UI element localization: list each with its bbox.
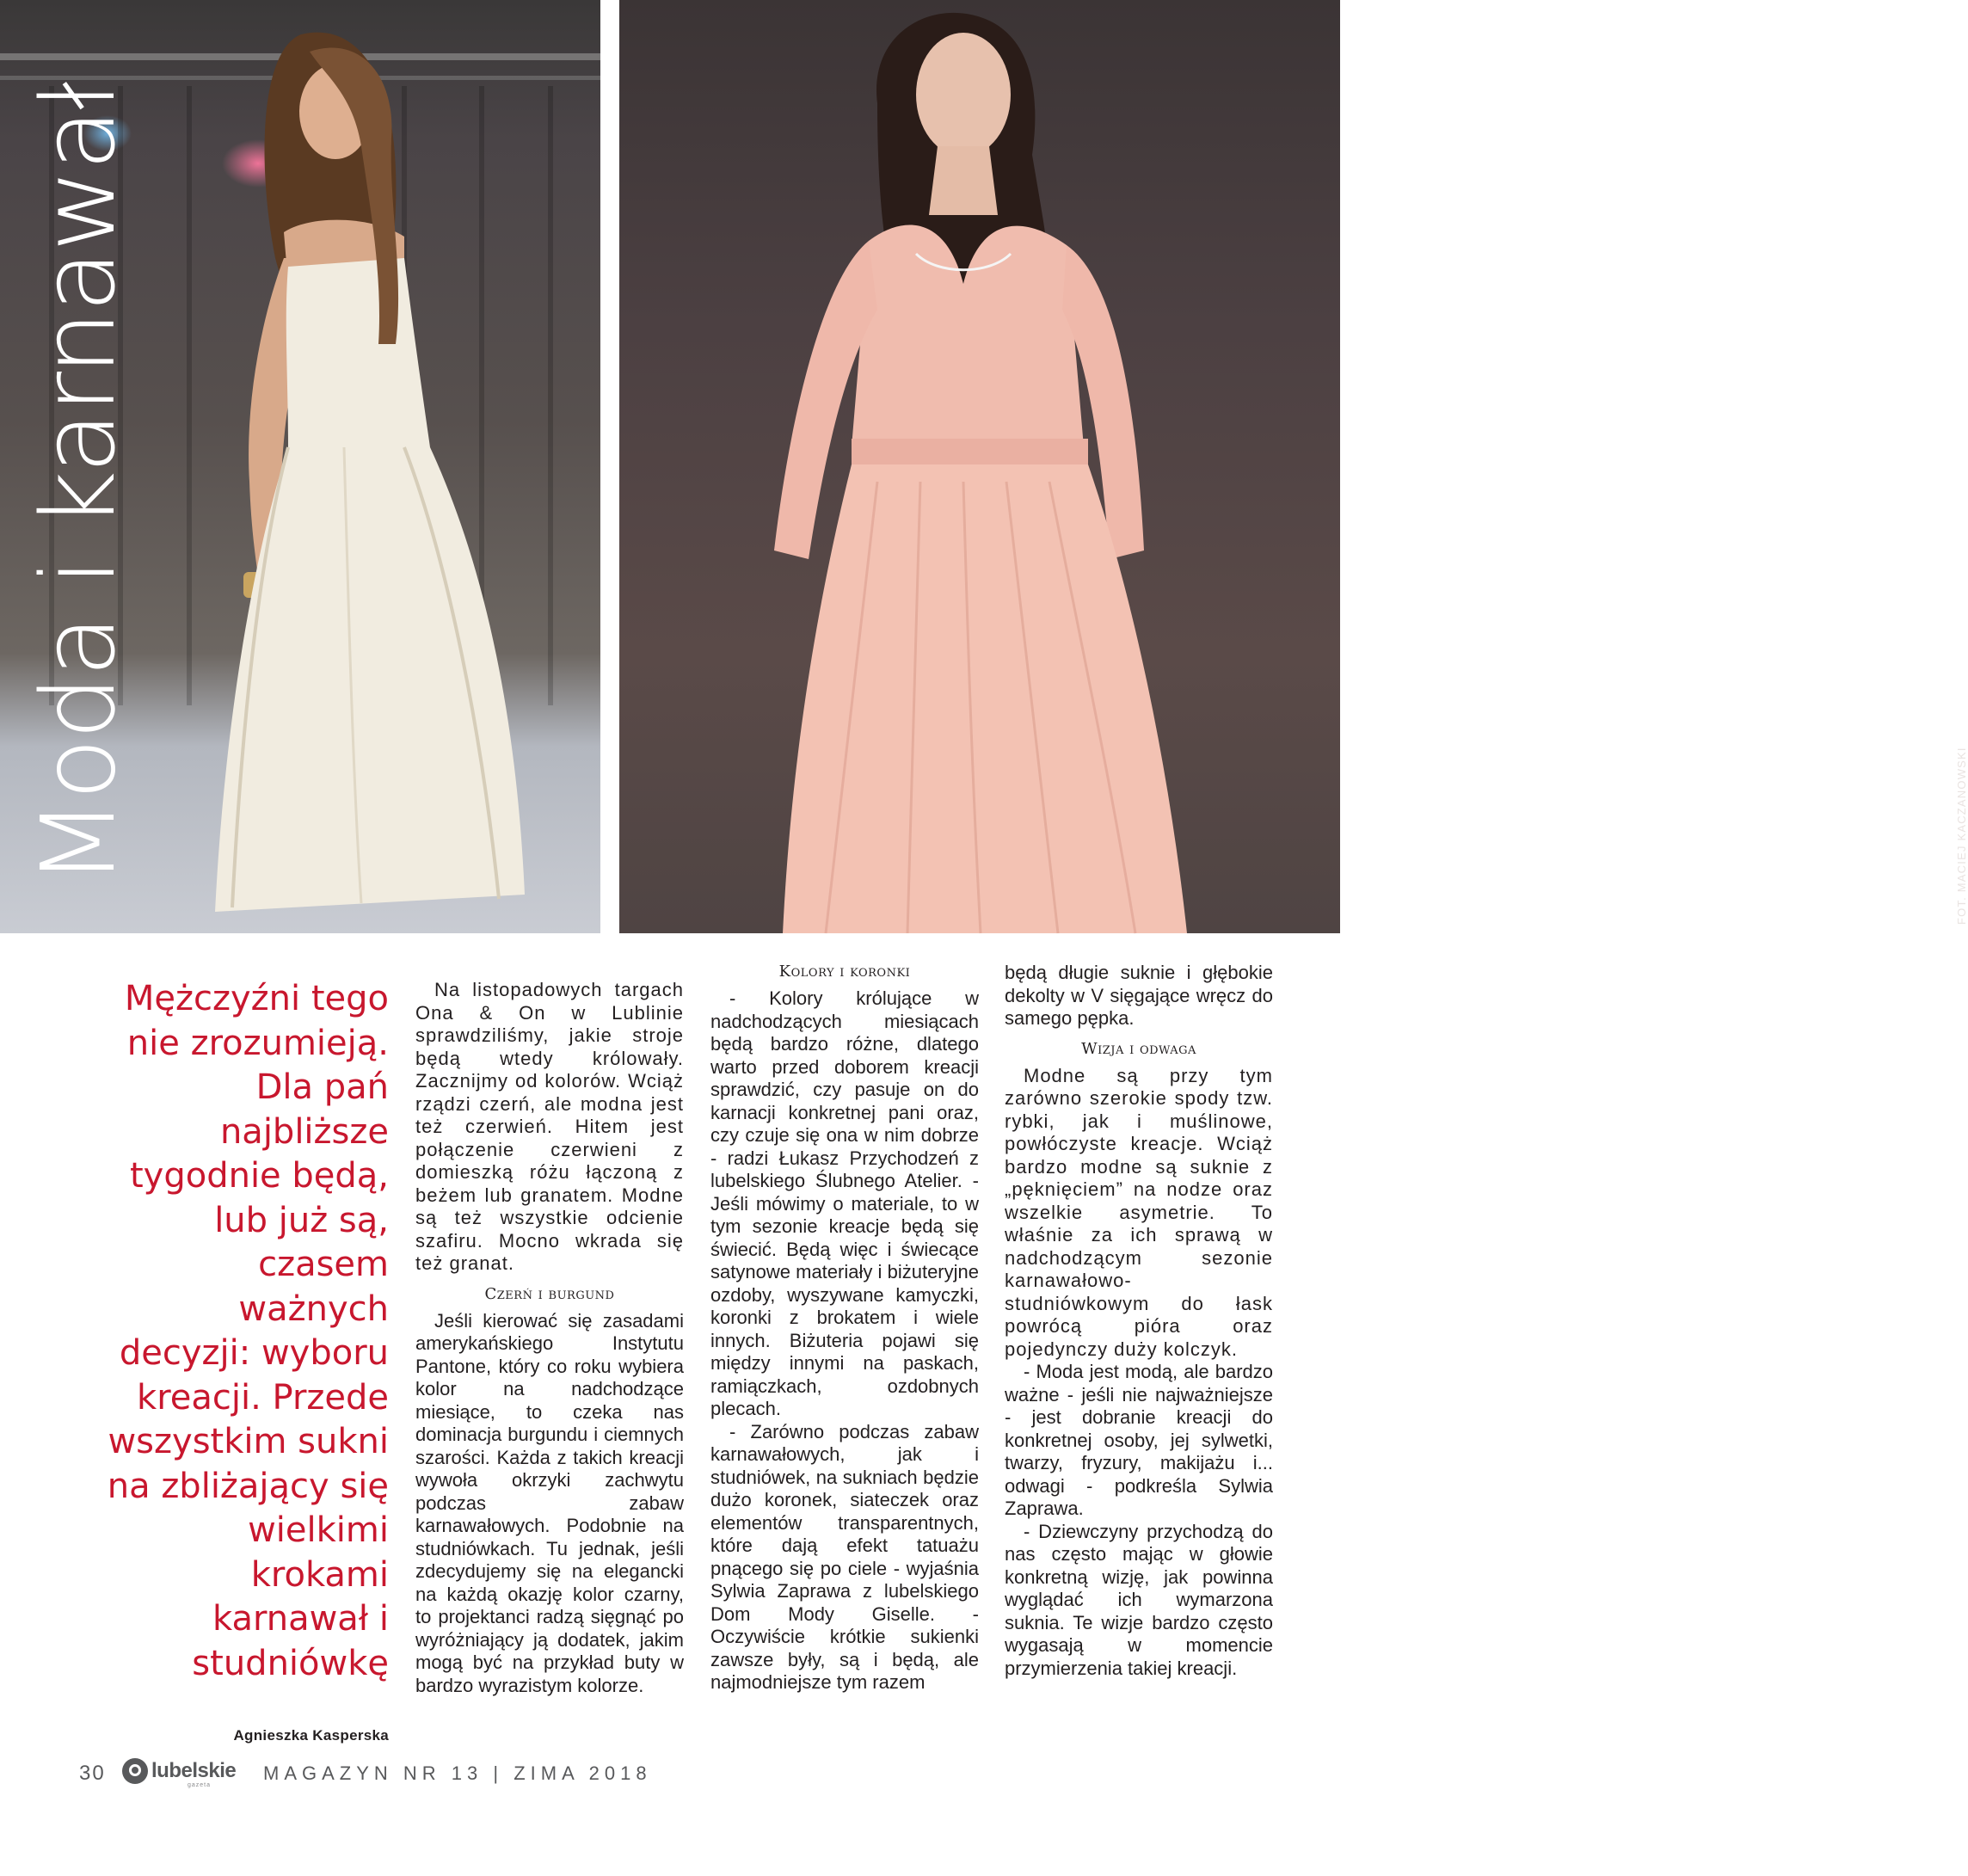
- subheading: Wizja i odwaga: [1081, 1039, 1196, 1058]
- magazine-issue: MAGAZYN NR 13 | ZIMA 2018: [263, 1762, 652, 1784]
- article-column-3: [1005, 962, 1273, 1680]
- article-column-2: [710, 962, 979, 1695]
- paragraph: będą długie suknie i głębokie dekolty w V sięgające wręcz do samego pępka.: [1005, 962, 1273, 1029]
- page-number: 30: [79, 1762, 106, 1785]
- photo-right-illustration: [619, 0, 1340, 933]
- logo-text: lubelskie: [151, 1759, 237, 1782]
- article-column-1: [415, 979, 684, 1697]
- photo-divider: [600, 0, 619, 933]
- paragraph: - Kolory królujące w nadchodzących miesiącach będą bardzo różne, dlatego warto przed doborem kreacji sprawdzić, czy pasuje on do karnacji konkretnej pani oraz, czy czuje się ona w nim dobrze - radzi Łukasz Przychodzeń z lubelskiego Ślubnego Atelier. - Jeśli mówimy o materiale, to w tym sezonie kreacje będą się świecić. Będą więc i świecące satynowe materiały i biżuteryjne ozdoby, wyszywane kamyczki, koronki z brokatem i wiele innych. Biżuteria pojawi się między innymi na paskach, ramiączkach, ozdobnych plecach.: [710, 987, 979, 1419]
- photo-left: [0, 0, 600, 933]
- photo-credit: FOT. MACIEJ KACZANOWSKI: [1955, 747, 1968, 925]
- subheading: Kolory i koronki: [778, 963, 911, 981]
- logo-subtext: gazeta: [188, 1782, 212, 1788]
- paragraph: Jeśli kierować się zasadami amerykańskiego Instytutu Pantone, który co roku wybiera kolor na nadchodzące miesiące, to czeka nas dominacja burgundu i ciemnych szarości. Każda z takich kreacji wywoła okrzyki zachwytu podczas zabaw karnawałowych. Podobnie na studniówkach. Tu jednak, jeśli zdecydujemy się na elegancki na każdą okazję kolor czarny, to projektanci radzą sięgnąć po wyróżniający ją dodatek, jakim mogą być na przykład buty w bardzo wyrazistym kolorze.: [415, 1309, 684, 1696]
- paragraph: - Moda jest modą, ale bardzo ważne - jeśli nie najważniejsze - jest dobranie kreacji do konkretnej osoby, jej sylwetki, twarzy, fryzury, makijażu i... odwagi - podkreśla Sylwia Zaprawa.: [1005, 1361, 1273, 1519]
- paragraph: - Dziewczyny przychodzą do nas często mając w głowie konkretną wizję, jak powinna wyglądać ich wymarzona suknia. Te wizje bardzo często wygasają w momencie przymierzenia takiej kreacji.: [1005, 1520, 1273, 1679]
- page-footer: [79, 1755, 853, 1789]
- paragraph: - Zarówno podczas zabaw karnawałowych, jak i studniówek, na sukniach będzie dużo koronek, siateczek oraz elementów transparentnych, które dają efekt tatuażu pnącego się po ciele - wyjaśnia Sylwia Zaprawa z lubelskiego Dom Mody Giselle. - Oczywiście krótkie sukienki zawsze były, są i będą, ale najmodniejsze tym razem: [710, 1420, 979, 1693]
- article-title: Moda i karnawał: [19, 83, 138, 886]
- photo-right: [619, 0, 1968, 933]
- lead-paragraph: [101, 977, 389, 1686]
- publication-logo: [122, 1756, 251, 1789]
- paragraph: Na listopadowych targach Ona & On w Lublinie sprawdziliśmy, jakie stroje będą wtedy królowały. Zacznijmy od kolorów. Wciąż rządzi czerń, ale modna jest też czerwień. Hitem jest połączenie czerwieni z domieszką różu łączoną z beżem lub granatem. Modne są też wszystkie odcienie szafiru. Mocno wkrada się też granat.: [415, 979, 684, 1274]
- author-name: Agnieszka Kasperska: [233, 1727, 389, 1744]
- lead-text: Mężczyźni tego nie zrozumieją. Dla pań najbliższe tygodnie będą, lub już są, czasem ważnych decyzji: wyboru kreacji. Przede wszystkim sukni na zbliżający się wielkimi krokami karnawał i studniówkę: [107, 979, 389, 1683]
- subheading: Czerń i burgund: [484, 1284, 615, 1303]
- logo-mark-icon: [122, 1758, 148, 1784]
- paragraph: Modne są przy tym zarówno szerokie spody tzw. rybki, jak i muślinowe, powłóczyste kreacje. Wciąż bardzo modne są suknie z „pęknięciem” na nodze oraz wszelkie asymetrie. To właśnie za ich sprawą w nadchodzącym sezonie karnawałowo-studniówkowym do łask powrócą pióra oraz pojedynczy duży kolczyk.: [1005, 1064, 1273, 1360]
